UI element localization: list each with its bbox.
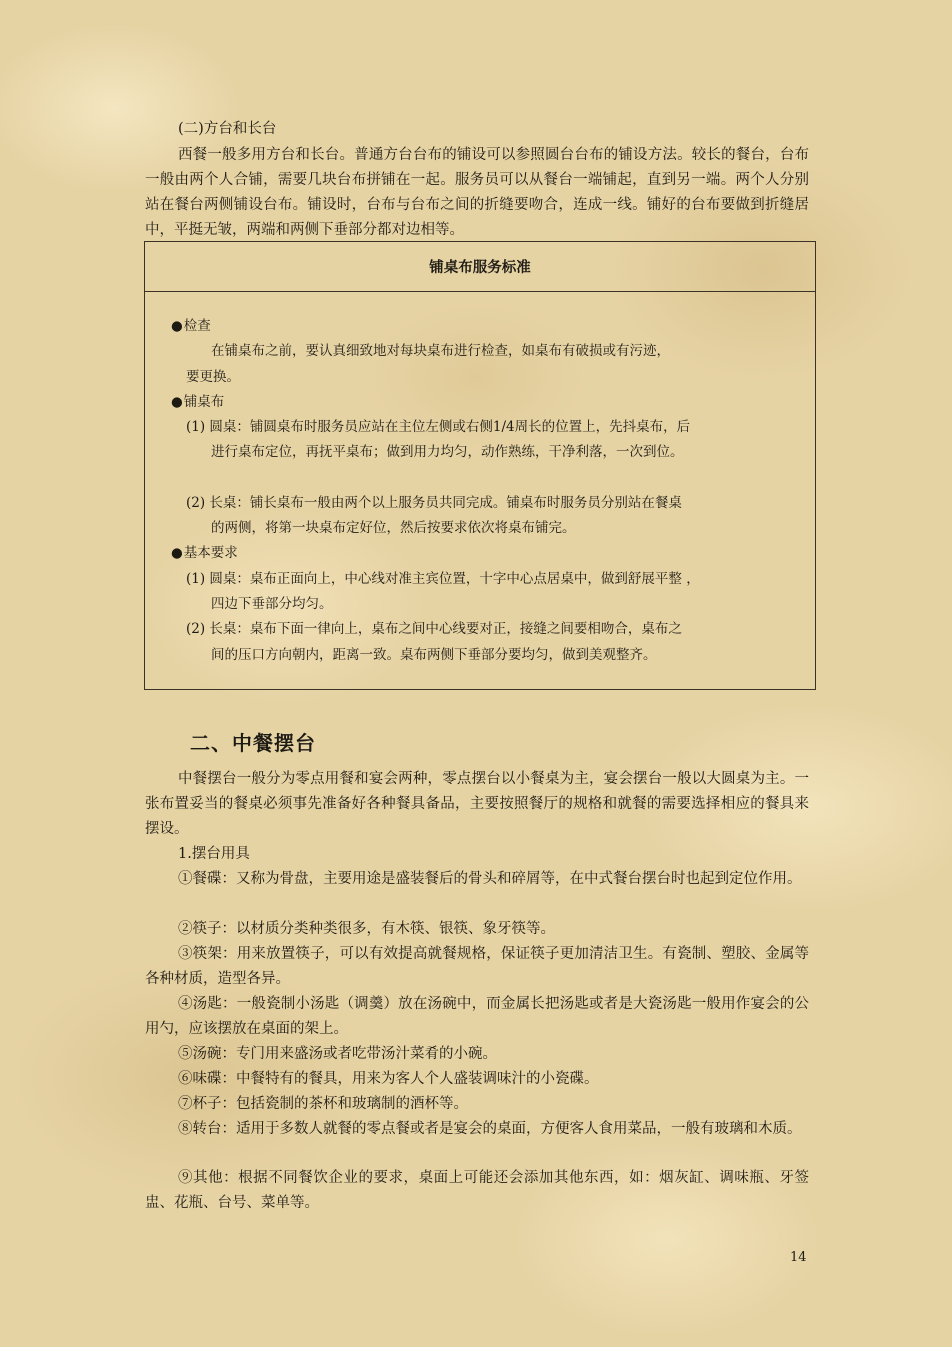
box-title: 铺桌布服务标准 [145,242,815,292]
req-round-line-1: (1) 圆桌：桌布正面向上，中心线对准主宾位置，十字中心点居桌中，做到舒展平整 ， [186,570,700,587]
list-item-spoon: ④汤匙：一般瓷制小汤匙（调羹）放在汤碗中，而金属长把汤匙或者是大瓷汤匙一般用作宴会的公用勺，应该摆放在桌面的架上。 [145,996,809,1037]
section-heading-square-long-tables: (二)方台和长台 [178,121,277,137]
tableware-subheading: 1.摆台用具 [178,846,250,862]
requirements-title: ● 基本要求 [171,541,797,566]
lay-round-line-2: 进行桌布定位，再抚平桌布；做到用力均匀，动作熟练，干净利落，一次到位。 [211,444,684,461]
list-item-chopstick-rest: ③筷架：用来放置筷子，可以有效提高就餐规格，保证筷子更加清洁卫生。有瓷制、塑胶、金属等各种材质，造型各异。 [145,946,809,987]
list-item-cups: ⑦杯子：包括瓷制的茶杯和玻璃制的酒杯等。 [178,1096,468,1112]
list-item-others: ⑨其他：根据不同餐饮企业的要求，桌面上可能还会添加其他东西，如：烟灰缸、调味瓶、牙签盅、花瓶、台号、菜单等。 [145,1170,809,1211]
paragraph-western-tables: 西餐一般多用方台和长台。普通方台台布的铺设可以参照圆台台布的铺设方法。较长的餐台，台布一般由两个人合铺，需要几块台布拼铺在一起。服务员可以从餐台一端铺起，直到另一端。两个人分别站在餐台两侧铺设台布。铺设时，台布与台布之间的折缝要吻合，连成一线。铺好的台布要做到折缝居中，平挺无皱，两端和两侧下垂部分都对边相等。 [145,147,809,238]
lay-title: ● 铺桌布 [171,390,797,415]
req-long-line-1: (2) 长桌：桌布下面一律向上，桌布之间中心线要对正，接缝之间要相吻合，桌布之 [186,621,682,638]
chinese-table-setting-heading: 二、中餐摆台 [190,731,316,755]
check-title: ● 检查 [171,314,797,339]
page-number: 14 [790,1250,807,1265]
chinese-setting-intro: 中餐摆台一般分为零点用餐和宴会两种，零点摆台以小餐桌为主，宴会摆台一般以大圆桌为主。一张布置妥当的餐桌必须事先准备好各种餐具备品，主要按照餐厅的规格和就餐的需要选择相应的餐具来摆设。 [145,771,809,837]
req-long-line-2: 间的压口方向朝内，距离一致。桌布两侧下垂部分要均匀，做到美观整齐。 [211,646,657,663]
lay-long-line-2: 的两侧，将第一块桌布定好位，然后按要求依次将桌布铺完。 [211,520,576,537]
tablecloth-standards-box [144,241,816,690]
list-item-plate: ①餐碟：又称为骨盘，主要用途是盛装餐后的骨头和碎屑等，在中式餐台摆台时也起到定位作用。 [178,871,802,887]
lay-round-line-1: (1) 圆桌：铺圆桌布时服务员应站在主位左侧或右侧1/4周长的位置上，先抖桌布，后 [186,419,691,436]
req-round-line-2: 四边下垂部分均匀。 [211,595,333,612]
box-body [171,314,797,668]
list-item-sauce-dish: ⑥味碟：中餐特有的餐具，用来为客人个人盛装调味汁的小瓷碟。 [178,1071,599,1087]
check-line-2: 要更换。 [186,368,240,385]
lay-long-line-1: (2) 长桌：铺长桌布一般由两个以上服务员共同完成。铺桌布时服务员分别站在餐桌 [186,494,682,511]
check-line-1: 在铺桌布之前，要认真细致地对每块桌布进行检查，如桌布有破损或有污迹， [211,343,670,360]
list-item-soup-bowl: ⑤汤碗：专门用来盛汤或者吃带汤汁菜肴的小碗。 [178,1046,497,1062]
list-item-chopsticks: ②筷子：以材质分类种类很多，有木筷、银筷、象牙筷等。 [178,921,555,937]
list-item-turntable: ⑧转台：适用于多数人就餐的零点餐或者是宴会的桌面，方便客人食用菜品，一般有玻璃和木质。 [178,1121,802,1137]
